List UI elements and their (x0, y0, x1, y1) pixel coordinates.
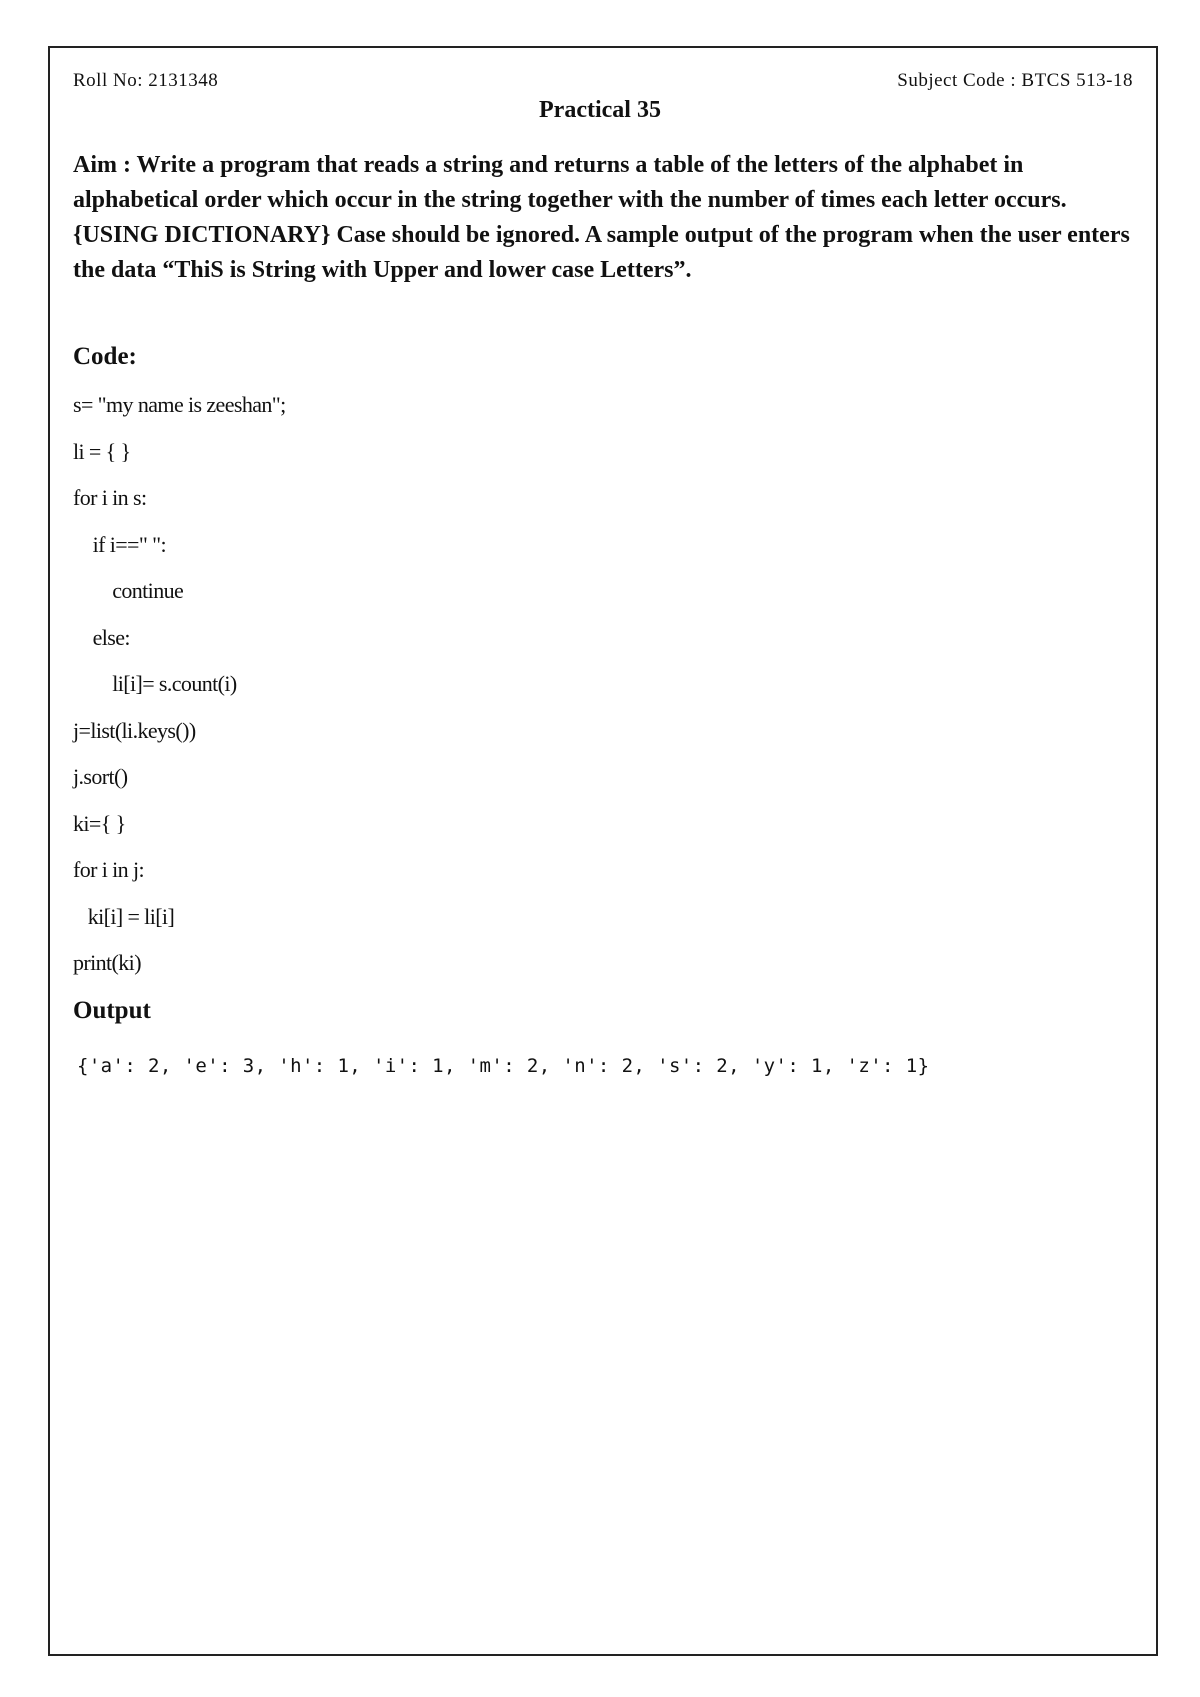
subject-code: Subject Code : BTCS 513-18 (897, 70, 1133, 91)
aim-statement: Aim : Write a program that reads a string and returns a table of the letters of the alphabet in alphabetical order which occur in the string together with the number of times each letter occurs.{USING DICTIONARY} Case should be ignored. A sample output of the program when the user enters the data “ThiS is String with Upper and lower case Letters”. (73, 152, 1130, 283)
program-output: {'a': 2, 'e': 3, 'h': 1, 'i': 1, 'm': 2, 'n': 2, 's': 2, 'y': 1, 'z': 1} (77, 1055, 930, 1077)
code-line: ki={ } (73, 810, 126, 836)
code-line: li = { } (73, 438, 131, 464)
code-line: li[i]= s.count(i) (73, 671, 237, 696)
code-line: for i in s: (73, 485, 147, 510)
code-line: continue (73, 578, 184, 603)
code-line: j=list(li.keys()) (73, 717, 196, 743)
page-title: Practical 35 (539, 97, 661, 123)
code-block (73, 388, 1073, 993)
code-line: j.sort() (73, 764, 128, 789)
code-line: else: (73, 624, 130, 650)
roll-number: Roll No: 2131348 (73, 70, 219, 91)
code-line: print(ki) (73, 950, 141, 975)
code-line: if i==" ": (73, 531, 167, 557)
code-line: for i in j: (73, 857, 145, 882)
code-heading: Code: (73, 343, 137, 370)
code-line: s= "my name is zeeshan"; (73, 392, 286, 417)
code-line: ki[i] = li[i] (73, 903, 175, 929)
page-header (73, 70, 1133, 92)
output-heading: Output (73, 997, 151, 1024)
